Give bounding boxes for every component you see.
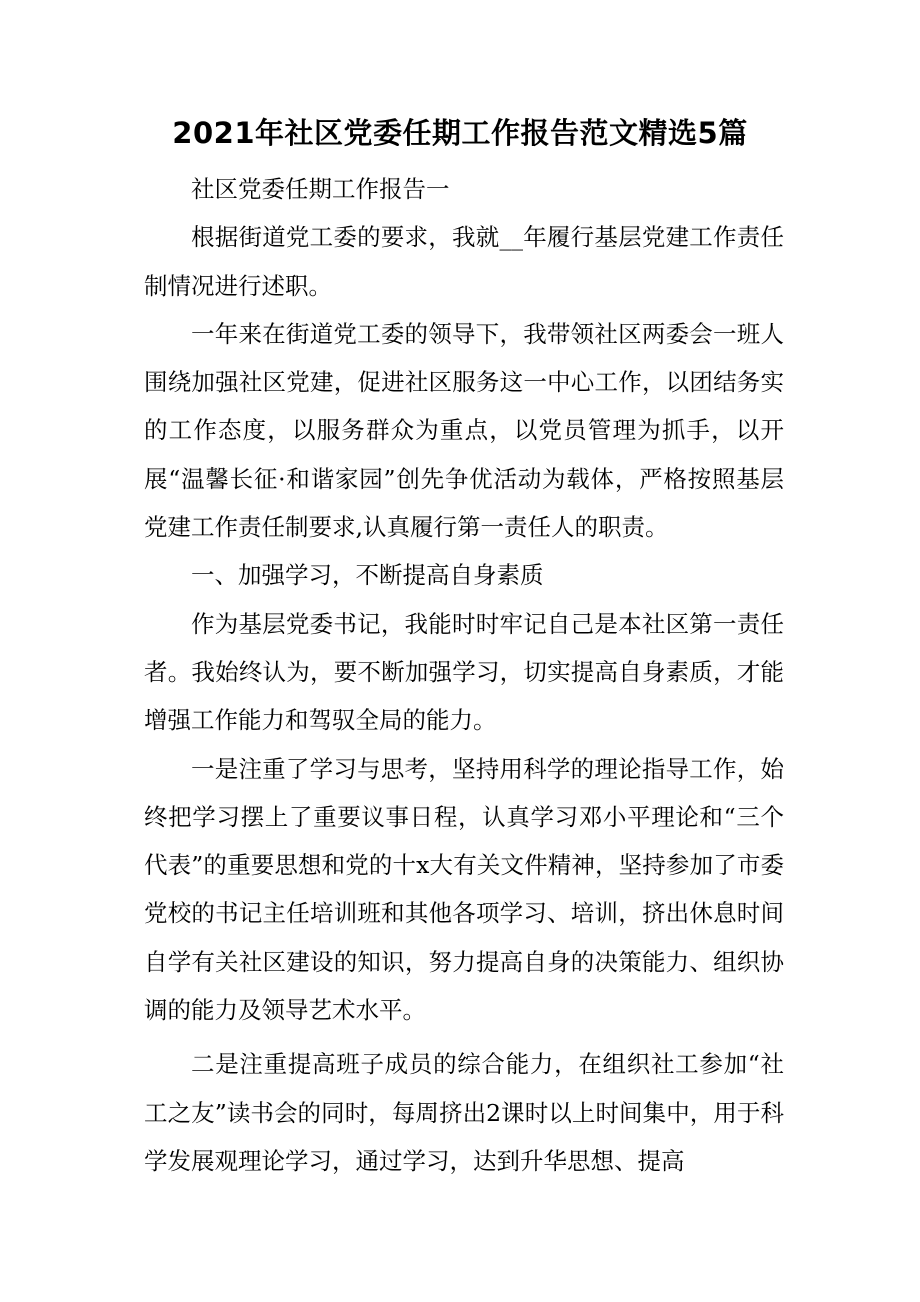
document-title: 2021年社区党委任期工作报告范文精选5篇: [172, 116, 748, 150]
paragraph-intro: 根据街道党工委的要求，我就__年履行基层党建工作责任制情况进行述职。: [144, 223, 784, 300]
paragraph-party-secretary: 作为基层党委书记，我能时时牢记自己是本社区第一责任者。我始终认为，要不断加强学习，切实提高自身素质，才能增强工作能力和驾驭全局的能力。: [144, 609, 784, 735]
paragraph-overview: 一年来在街道党工委的领导下，我带领社区两委会一班人围绕加强社区党建，促进社区服务这一中心工作，以团结务实的工作态度，以服务群众为重点，以党员管理为抓手，以开展“温馨长征·和谐家园”创先争优活动为载体，严格按照基层党建工作责任制要求,认真履行第一责任人的职责。: [144, 319, 784, 542]
section-heading-study: 一、加强学习，不断提高自身素质: [191, 561, 544, 590]
paragraph-point-two: 二是注重提高班子成员的综合能力，在组织社工参加“社工之友”读书会的同时，每周挤出2课时以上时间集中，用于科学发展观理论学习，通过学习，达到升华思想、提高: [144, 1050, 784, 1175]
section-heading-report-one: 社区党委任期工作报告一: [191, 175, 450, 203]
paragraph-point-one: 一是注重了学习与思考，坚持用科学的理论指导工作，始终把学习摆上了重要议事日程，认真学习邓小平理论和“三个代表”的重要思想和党的十x大有关文件精神，坚持参加了市委党校的书记主任培训班和其他各项学习、培训，挤出休息时间自学有关社区建设的知识，努力提高自身的决策能力、组织协调的能力及领导艺术水平。: [144, 754, 784, 1025]
document-body: [144, 165, 784, 1185]
